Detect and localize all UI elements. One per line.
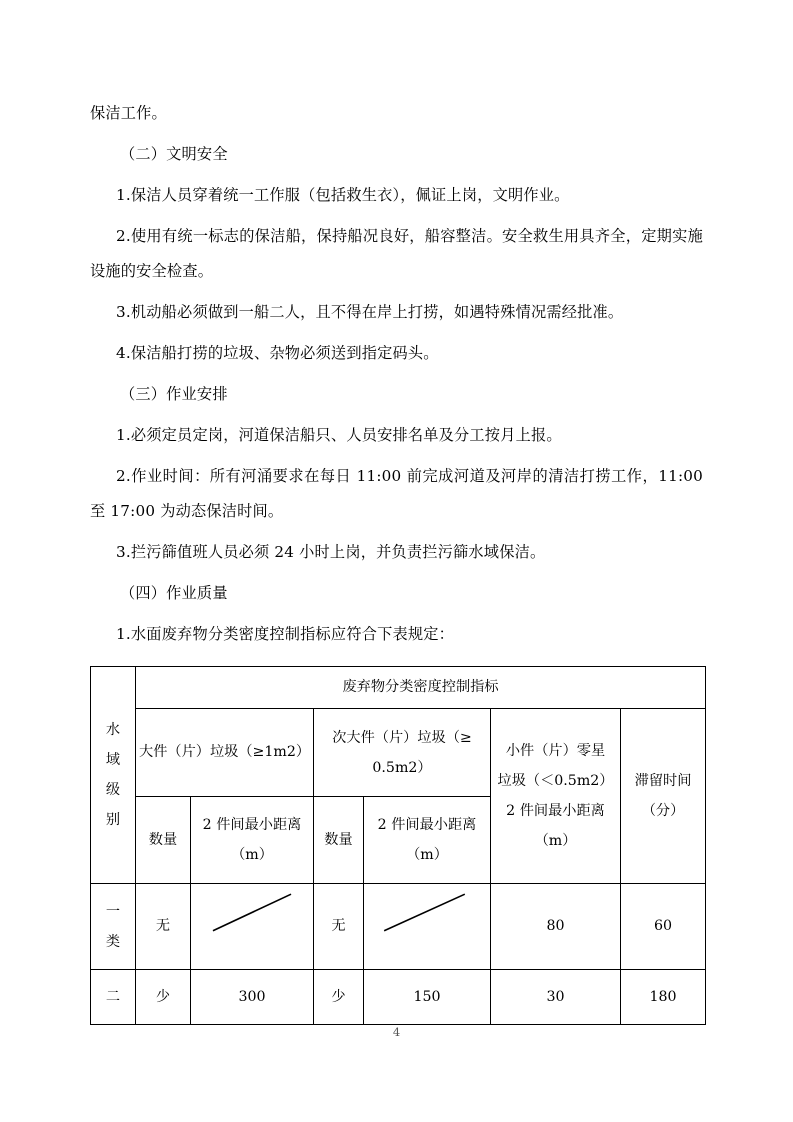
page-number: 4 [392,1025,401,1039]
cell-r2-large-quantity: 少 [136,970,191,1025]
cell-r1-retention: 60 [621,884,706,970]
cell-r1-large-quantity: 无 [136,884,191,970]
row-level-2 [91,970,136,1025]
waste-density-table-wrapper [90,666,703,1025]
category-medium-line2: 0.5m2） [372,759,432,776]
category-retention-line1: 滞留时间 [634,773,692,789]
cell-r2-small-distance: 30 [491,970,621,1025]
cell-r1-large-distance [191,884,314,970]
category-retention-time [621,709,706,884]
row-header-water-level [91,667,136,884]
subheader-large-quantity: 数量 [136,797,191,884]
page-content [90,96,709,1025]
cell-r2-medium-quantity: 少 [314,970,364,1025]
row-header-char-1: 水 [105,722,121,738]
table-row-title [91,667,706,709]
category-small-line2: 垃圾（＜0.5m2） [497,773,614,789]
subheader-large-distance-line2: （m） [231,847,273,863]
cell-r2-medium-distance: 150 [364,970,491,1025]
category-medium-line1: 次大件（片）垃圾（≥ [332,729,472,746]
paragraph-2-1: 1.保洁人员穿着统一工作服（包括救生衣），佩证上岗，文明作业。 [116,186,570,204]
paragraph-2-3: 3.机动船必须做到一船二人，且不得在岸上打捞，如遇特殊情况需经批准。 [116,303,624,321]
paragraph-3-3: 3.拦污篩值班人员必须 24 小时上岗，并负责拦污篩水域保洁。 [116,543,546,561]
cell-r2-large-distance: 300 [191,970,314,1025]
category-small-waste [491,709,621,884]
paragraph-3-1: 1.必须定员定岗，河道保洁船只、人员安排名单及分工按月上报。 [116,426,562,444]
table-title-span: 废弃物分类密度控制指标 [136,667,706,709]
row-level-1-char-2: 类 [105,933,121,950]
waste-density-table [90,666,706,1025]
subheader-large-distance [191,797,314,884]
diagonal-strike-icon [191,884,313,969]
paragraph-4-1: 1.水面废弃物分类密度控制指标应符合下表规定： [116,625,455,643]
row-level-2-char-1: 二 [105,989,121,1005]
row-header-char-2: 域 [105,752,121,768]
heading-section-4: （四）作业质量 [120,584,228,602]
category-retention-line2: （分） [641,803,685,819]
paragraph-2-2: 2.使用有统一标志的保洁船，保持船况良好，船容整洁。安全救生用具齐全，定期实施设施的安全检查。 [90,227,703,280]
paragraph-3-2: 2.作业时间：所有河涌要求在每日 11:00 前完成河道及河岸的清洁打捞工作，11:00 至 17:00 为动态保洁时间。 [90,467,709,520]
row-header-char-3: 级 [105,782,121,798]
category-small-line4: （m） [534,833,577,849]
row-level-1 [91,884,136,970]
subheader-medium-distance-line1: 2 件间最小距离 [377,817,477,833]
cell-r1-medium-distance [364,884,491,970]
subheader-large-distance-line1: 2 件间最小距离 [202,817,302,833]
table-row-categories [91,709,706,797]
diagonal-strike-icon [364,884,490,969]
heading-section-2: （二）文明安全 [120,145,228,163]
table-row [91,970,706,1025]
category-large-waste: 大件（片）垃圾（≥1m2） [136,709,314,797]
category-small-line3: 2 件间最小距离 [506,803,605,819]
row-header-char-4: 别 [105,812,121,828]
cell-r1-medium-quantity: 无 [314,884,364,970]
category-small-line1: 小件（片）零星 [505,743,606,759]
cell-r2-retention: 180 [621,970,706,1025]
paragraph-2-4: 4.保洁船打捞的垃圾、杂物必须送到指定码头。 [116,344,439,362]
category-medium-waste [314,709,491,797]
subheader-medium-quantity: 数量 [314,797,364,884]
subheader-medium-distance-line2: （m） [406,847,448,863]
cell-r1-small-distance: 80 [491,884,621,970]
table-row [91,884,706,970]
row-level-1-char-1: 一 [105,903,121,920]
paragraph-baojie-gongzuo: 保洁工作。 [90,104,167,122]
subheader-medium-distance [364,797,491,884]
heading-section-3: （三）作业安排 [120,385,228,403]
